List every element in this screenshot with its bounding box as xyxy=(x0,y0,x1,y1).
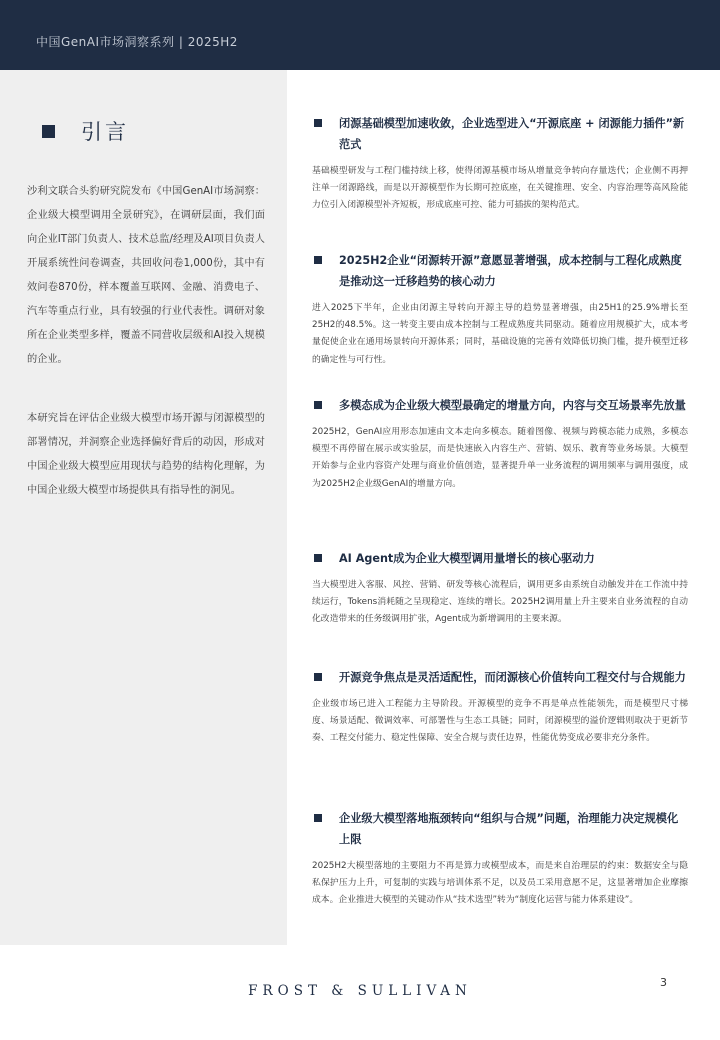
bullet-square-icon xyxy=(314,673,322,681)
finding-section xyxy=(312,548,688,629)
finding-section xyxy=(312,113,688,215)
finding-body: 2025H2，GenAI应用形态加速由文本走向多模态。随着图像、视频与跨模态能力成熟，多模态模型不再停留在展示或实验层，而是快速嵌入内容生产、营销、娱乐、教育等业务场景。大模型开始参与企业内容资产处理与商业价值创造，显著提升单一业务流程的调用频率与调用强度，成为2025H2企业级GenAI的增量方向。 xyxy=(312,427,688,489)
finding-title: 多模态成为企业级大模型最确定的增量方向，内容与交互场景率先放量 xyxy=(339,399,686,412)
report-series-label: 中国GenAI市场洞察系列 | 2025H2 xyxy=(36,35,238,49)
finding-section xyxy=(312,395,688,493)
finding-title: 闭源基础模型加速收敛，企业选型进入“开源底座 + 闭源能力插件”新范式 xyxy=(339,117,685,151)
finding-body: 企业级市场已进入工程能力主导阶段。开源模型的竞争不再是单点性能领先，而是模型尺寸梯度、场景适配、微调效率、可部署性与生态工具链；同时，闭源模型的溢价逻辑则取决于更新节奏、工程交付能力、稳定性保障、安全合规与责任边界，性能优势变成必要非充分条件。 xyxy=(312,699,688,744)
finding-body: 基础模型研发与工程门槛持续上移，使得闭源基模市场从增量竞争转向存量迭代；企业侧不再押注单一闭源路线，而是以开源模型作为长期可控底座，在关键推理、安全、内容治理等高风险能力位引入闭源模型补齐短板，形成底座可控、能力可插拔的架构范式。 xyxy=(312,166,688,211)
finding-body: 进入2025下半年，企业由闭源主导转向开源主导的趋势显著增强，由25H1的25.9%增长至25H2的48.5%。这一转变主要由成本控制与工程成熟度共同驱动。随着应用规模扩大，成本考量促使企业在通用场景转向开源体系；同时，基础设施的完善有效降低切换门槛，提升模型迁移的确定性与可行性。 xyxy=(312,303,688,365)
header-bar xyxy=(0,0,720,70)
intro-paragraph-1: 沙利文联合头豹研究院发布《中国GenAI市场洞察：企业级大模型调用全景研究》，在调研层面，我们面向企业IT部门负责人、技术总监/经理及AI项目负责人开展系统性问卷调查，共回收问卷1,000份，其中有效问卷870份，样本覆盖互联网、金融、消费电子、汽车等重点行业，具有较强的行业代表性。调研对象所在企业类型多样，覆盖不同营收层级和AI投入规模的企业。 xyxy=(27,186,265,365)
bullet-square-icon xyxy=(314,554,322,562)
finding-body: 当大模型进入客服、风控、营销、研发等核心流程后，调用更多由系统自动触发并在工作流中持续运行，Tokens消耗随之呈现稳定、连续的增长。2025H2调用量上升主要来自业务流程的自动化改造带来的任务级调用扩张，Agent成为新增调用的主要来源。 xyxy=(312,580,688,625)
finding-title: 企业级大模型落地瓶颈转向“组织与合规”问题，治理能力决定规模化上限 xyxy=(339,812,679,846)
bullet-square-icon xyxy=(42,125,55,138)
intro-title: 引言 xyxy=(81,120,129,144)
page-number: 3 xyxy=(660,976,667,989)
finding-section xyxy=(312,250,688,369)
finding-title: 2025H2企业“闭源转开源”意愿显著增强，成本控制与工程化成熟度是推动这一迁移趋势的核心动力 xyxy=(339,254,682,288)
frost-sullivan-logo: FROST & SULLIVAN xyxy=(248,983,472,999)
bullet-square-icon xyxy=(314,119,322,127)
finding-title: 开源竞争焦点是灵活适配性，而闭源核心价值转向工程交付与合规能力 xyxy=(339,671,686,684)
intro-paragraph-2: 本研究旨在评估企业级大模型市场开源与闭源模型的部署情况，并洞察企业选择偏好背后的动因，形成对中国企业级大模型应用现状与趋势的结构化理解，为中国企业级大模型市场提供具有指导性的洞见。 xyxy=(27,413,265,496)
intro-heading xyxy=(42,116,129,146)
bullet-square-icon xyxy=(314,401,322,409)
finding-body: 2025H2大模型落地的主要阻力不再是算力或模型成本，而是来自治理层的约束：数据安全与隐私保护压力上升，可复制的实践与培训体系不足，以及员工采用意愿不足，这显著增加企业摩擦成本。企业推进大模型的关键动作从“技术选型”转为“制度化运营与能力体系建设”。 xyxy=(312,861,688,906)
finding-section xyxy=(312,667,688,748)
bullet-square-icon xyxy=(314,256,322,264)
finding-section xyxy=(312,808,688,910)
finding-title: AI Agent成为企业大模型调用量增长的核心驱动力 xyxy=(339,552,595,565)
bullet-square-icon xyxy=(314,814,322,822)
